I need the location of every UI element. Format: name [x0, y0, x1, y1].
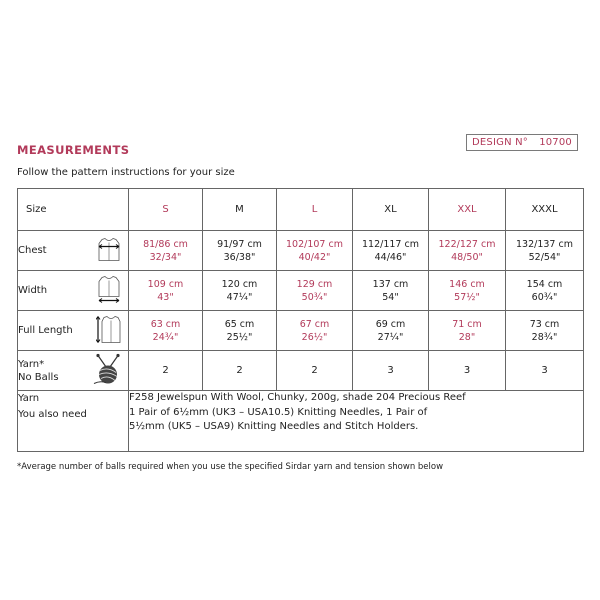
width-row	[18, 271, 584, 311]
footnote: *Average number of balls required when you use the specified Sirdar yarn and tension shown below	[17, 462, 444, 472]
length-label-cell	[18, 311, 129, 351]
balls-l: 2	[277, 351, 353, 391]
chest-label: Chest	[18, 245, 47, 256]
chest-row	[18, 231, 584, 271]
size-header-row	[18, 189, 584, 231]
balls-label-line1: Yarn*	[18, 358, 45, 370]
length-l: 67 cm 26½"	[277, 311, 353, 351]
also-need-label: You also need	[18, 409, 87, 420]
balls-label-cell	[18, 351, 129, 391]
width-label: Width	[18, 285, 48, 296]
page-title: MEASUREMENTS	[17, 143, 130, 157]
needles-line-2: 5½mm (UK5 – USA9) Knitting Needles and Stitch Holders.	[129, 421, 419, 432]
garment-length-icon	[96, 313, 122, 348]
width-s: 109 cm 43"	[129, 271, 203, 311]
design-number-box	[466, 134, 578, 151]
garment-width-icon	[96, 274, 122, 307]
size-xxl: XXL	[429, 189, 506, 231]
size-xl: XL	[353, 189, 429, 231]
length-xxxl: 73 cm 28¾"	[506, 311, 584, 351]
balls-xxl: 3	[429, 351, 506, 391]
width-xxl: 146 cm 57½"	[429, 271, 506, 311]
length-xl: 69 cm 27¼"	[353, 311, 429, 351]
garment-chest-icon	[96, 235, 122, 266]
size-l: L	[277, 189, 353, 231]
design-label: DESIGN N°	[472, 137, 529, 148]
chest-m: 91/97 cm 36/38"	[203, 231, 277, 271]
design-number: 10700	[539, 137, 572, 148]
chest-xxl: 122/127 cm 48/50"	[429, 231, 506, 271]
width-xxxl: 154 cm 60¾"	[506, 271, 584, 311]
needles-line-1: 1 Pair of 6½mm (UK3 – USA10.5) Knitting Needles, 1 Pair of	[129, 406, 428, 418]
width-label-cell	[18, 271, 129, 311]
yarn-line: F258 Jewelspun With Wool, Chunky, 200g, shade 204 Precious Reef	[129, 392, 466, 403]
chest-s: 81/86 cm 32/34"	[129, 231, 203, 271]
size-xxxl: XXXL	[506, 189, 584, 231]
chest-xl: 112/117 cm 44/46"	[353, 231, 429, 271]
width-l: 129 cm 50¾"	[277, 271, 353, 311]
size-m: M	[203, 189, 277, 231]
yarn-label: Yarn	[18, 393, 40, 404]
length-xxl: 71 cm 28"	[429, 311, 506, 351]
length-label: Full Length	[18, 325, 73, 336]
balls-xxxl: 3	[506, 351, 584, 391]
yarn-label-cell	[18, 391, 129, 452]
chest-l: 102/107 cm 40/42"	[277, 231, 353, 271]
size-s: S	[129, 189, 203, 231]
yarn-info-cell	[129, 391, 584, 452]
width-m: 120 cm 47¼"	[203, 271, 277, 311]
measurements-table	[17, 188, 584, 452]
yarn-ball-icon	[92, 353, 122, 388]
length-row	[18, 311, 584, 351]
length-m: 65 cm 25½"	[203, 311, 277, 351]
balls-s: 2	[129, 351, 203, 391]
subtitle: Follow the pattern instructions for your size	[17, 167, 235, 178]
balls-label-line2: No Balls	[18, 371, 59, 383]
balls-xl: 3	[353, 351, 429, 391]
balls-row	[18, 351, 584, 391]
balls-m: 2	[203, 351, 277, 391]
yarn-row	[18, 391, 584, 452]
chest-xxxl: 132/137 cm 52/54"	[506, 231, 584, 271]
size-label: Size	[18, 189, 129, 231]
width-xl: 137 cm 54"	[353, 271, 429, 311]
length-s: 63 cm 24¾"	[129, 311, 203, 351]
chest-label-cell	[18, 231, 129, 271]
